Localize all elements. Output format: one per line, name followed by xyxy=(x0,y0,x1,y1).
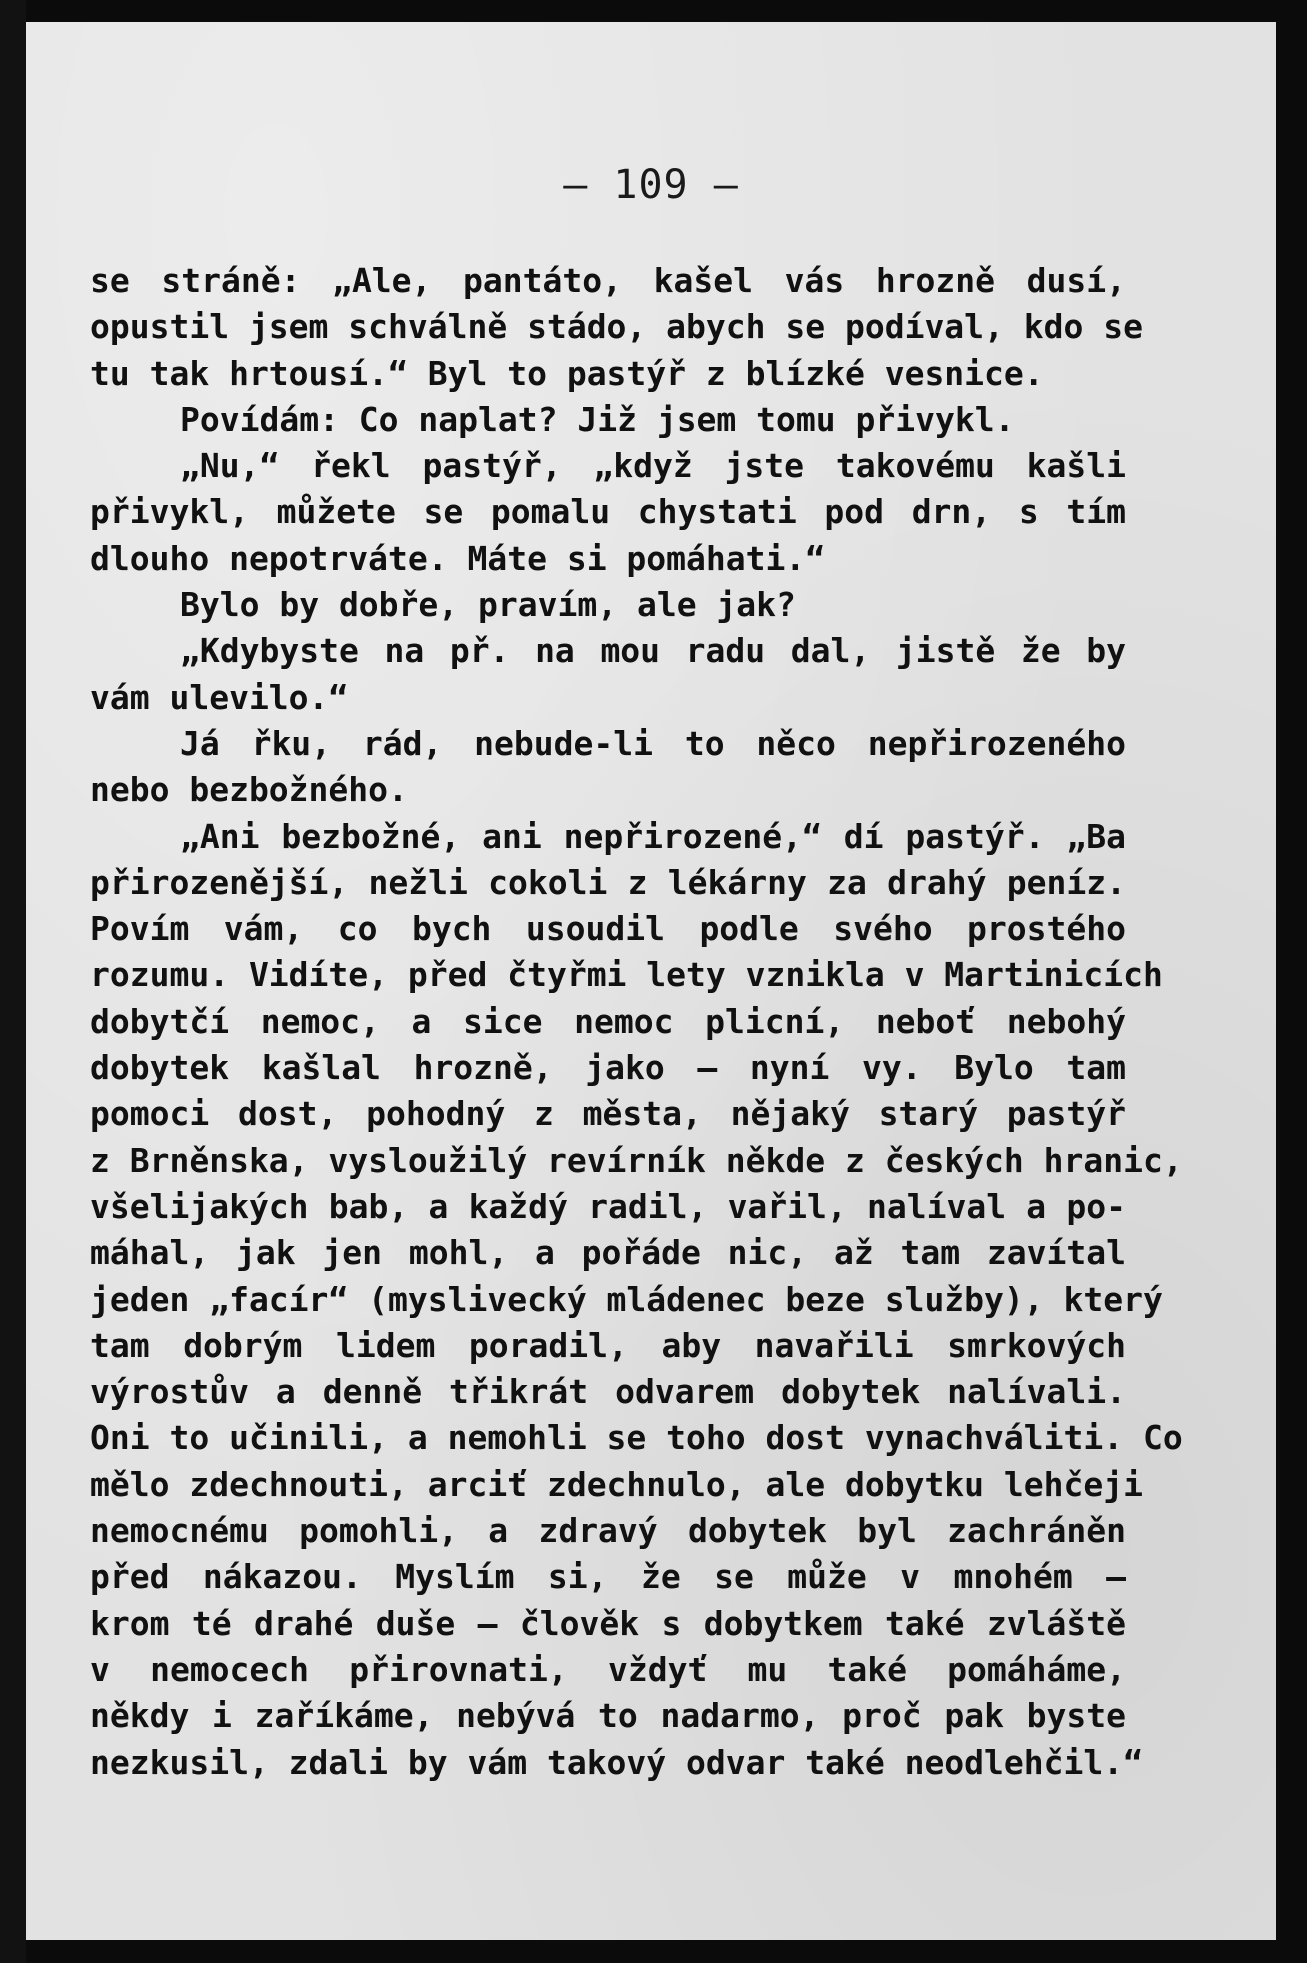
text-line: máhal, jak jen mohl, a pořáde nic, až tam zavítal xyxy=(90,1233,1126,1273)
page-number: — 109 — xyxy=(563,162,739,208)
page-text xyxy=(90,258,1183,1786)
text-line: tu tak hrtousí.“ Byl to pastýř z blízké vesnice. xyxy=(90,353,1044,393)
text-line: Bylo by dobře, pravím, ale jak? xyxy=(180,585,796,625)
text-line: Povím vám, co bych usoudil podle svého prostého xyxy=(90,909,1126,949)
scan-left-edge xyxy=(0,0,26,1963)
text-line: přivykl, můžete se pomalu chystati pod drn, s tím xyxy=(90,492,1126,532)
text-line: někdy i zaříkáme, nebývá to nadarmo, proč pak byste xyxy=(90,1696,1126,1736)
text-line: „Nu,“ řekl pastýř, „když jste takovému kašli xyxy=(180,446,1126,486)
text-line: nemocnému pomohli, a zdravý dobytek byl zachráněn xyxy=(90,1511,1126,1551)
text-line: „Ani bezbožné, ani nepřirozené,“ dí pastýř. „Ba xyxy=(180,816,1126,856)
text-line: Já řku, rád, nebude-li to něco nepřirozeného xyxy=(180,723,1126,763)
text-line: přirozenější, nežli cokoli z lékárny za drahý peníz. xyxy=(90,862,1126,902)
text-line: jeden „facír“ (myslivecký mládenec beze služby), který xyxy=(90,1279,1163,1319)
text-line: vám ulevilo.“ xyxy=(90,677,349,717)
text-line: „Kdybyste na př. na mou radu dal, jistě že by xyxy=(180,631,1126,671)
text-line: mělo zdechnouti, arciť zdechnulo, ale dobytku lehčeji xyxy=(90,1464,1143,1504)
text-line: všelijakých bab, a každý radil, vařil, nalíval a po- xyxy=(90,1186,1126,1226)
text-line: v nemocech přirovnati, vždyť mu také pomáháme, xyxy=(90,1649,1126,1689)
text-line: nebo bezbožného. xyxy=(90,770,408,810)
text-line: Povídám: Co naplat? Již jsem tomu přivykl. xyxy=(180,399,1015,439)
text-line: dlouho nepotrváte. Máte si pomáhati.“ xyxy=(90,538,826,578)
text-line: opustil jsem schválně stádo, abych se podíval, kdo se xyxy=(90,307,1143,347)
text-line: rozumu. Vidíte, před čtyřmi lety vznikla v Martinicích xyxy=(90,955,1163,995)
text-line: krom té drahé duše — člověk s dobytkem také zvláště xyxy=(90,1603,1126,1643)
text-line: se stráně: „Ale, pantáto, kašel vás hrozně dusí, xyxy=(90,261,1126,300)
text-line: dobytek kašlal hrozně, jako — nyní vy. Bylo tam xyxy=(90,1048,1126,1088)
text-line: dobytčí nemoc, a sice nemoc plicní, neboť nebohý xyxy=(90,1001,1126,1041)
text-line: nezkusil, zdali by vám takový odvar také neodlehčil.“ xyxy=(90,1742,1143,1782)
book-page xyxy=(26,22,1276,1940)
text-line: tam dobrým lidem poradil, aby navařili smrkových xyxy=(90,1325,1126,1365)
text-line: před nákazou. Myslím si, že se může v mnohém — xyxy=(90,1557,1126,1597)
text-line: výrostův a denně třikrát odvarem dobytek nalívali. xyxy=(90,1372,1126,1412)
text-line: pomoci dost, pohodný z města, nějaký starý pastýř xyxy=(90,1094,1126,1134)
text-line: z Brněnska, vysloužilý revírník někde z českých hranic, xyxy=(90,1140,1183,1180)
text-line: Oni to učinili, a nemohli se toho dost vynachváliti. Co xyxy=(90,1418,1183,1458)
